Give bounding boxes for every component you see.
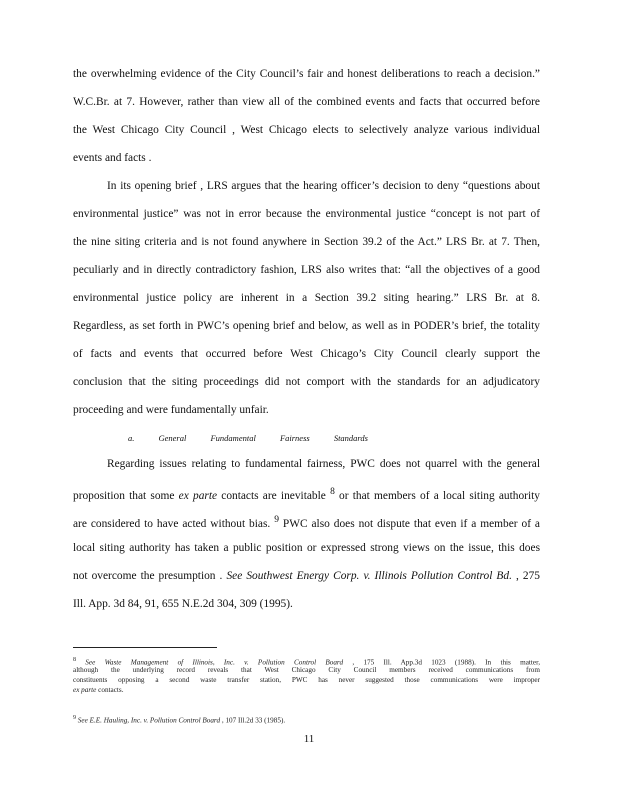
paragraph-line: W.C.Br. at 7. However, rather than view all of the combined events and facts that occurred before	[73, 96, 540, 108]
paragraph-line: local siting authority has taken a public position or expressed strong views on the issue, this does	[73, 542, 540, 554]
footnote-line	[73, 655, 540, 665]
heading-word: Fairness	[279, 433, 310, 443]
footnote-number: 9	[73, 715, 76, 721]
paragraph-line: the nine siting criteria and is not found anywhere in Section 39.2 of the Act.” LRS Br. at 7. Then,	[73, 236, 540, 248]
paragraph-line: conclusion that the siting proceedings did not comport with the standards for an adjudicatory	[73, 376, 540, 388]
paragraph-line: In its opening brief , LRS argues that the hearing officer’s decision to deny “questions about	[107, 180, 540, 192]
text-run: not overcome the presumption .	[73, 570, 227, 582]
heading-word: Fundamental	[210, 433, 256, 443]
footnote-ref-8: 8	[330, 487, 335, 497]
paragraph-line	[73, 506, 540, 534]
paragraph-line: Regardless, as set forth in PWC’s opening brief and below, as well as in PODER’s brief, the totality	[73, 320, 540, 332]
text-run: PWC also does not dispute that even if a member of a	[278, 517, 540, 530]
text-run: , 175 Ill. App.3d 1023 (1988). In this matter,	[343, 658, 540, 667]
paragraph-line: of facts and events that occurred before West Chicago’s City Council clearly support the	[73, 348, 540, 360]
page-number: 11	[303, 733, 315, 745]
heading-word: Standards	[333, 433, 368, 443]
footnote-line	[73, 685, 540, 695]
italic-term: ex parte	[178, 489, 218, 502]
section-heading	[128, 428, 390, 448]
paragraph-line: the overwhelming evidence of the City Council’s fair and honest deliberations to reach a decision.”	[73, 68, 540, 80]
footnote-divider	[73, 647, 217, 648]
text-run: contacts are inevitable	[217, 489, 331, 502]
footnote-8	[73, 655, 540, 695]
text-run: contacts.	[96, 686, 124, 694]
paragraph-3	[73, 450, 540, 618]
case-citation: See Waste Management of Illinois, Inc. v. Pollution Control Board	[85, 658, 344, 667]
footnote-line	[73, 713, 540, 723]
footnote-line: constituents opposing a second waste transfer station, PWC has never suggested those communications were improper	[73, 676, 540, 684]
paragraph-line: proceeding and were fundamentally unfair.	[73, 404, 269, 416]
text-run: or that members of a local siting authority	[334, 489, 540, 502]
paragraph-line: peculiarly and in directly contradictory fashion, LRS also writes that: “all the objectives of a good	[73, 264, 540, 276]
footnote-line: although the underlying record reveals that West Chicago City Council members received communications from	[73, 666, 540, 674]
case-citation: See Southwest Energy Corp. v. Illinois Pollution Control Bd.	[226, 570, 512, 582]
heading-word: General	[158, 433, 187, 443]
paragraph-2	[73, 172, 540, 424]
text-run: are considered to have acted without bias.	[73, 517, 275, 530]
paragraph-line: events and facts .	[73, 152, 152, 164]
paragraph-1	[73, 60, 540, 172]
footnote-9	[73, 713, 540, 723]
heading-letter: a.	[128, 433, 135, 443]
paragraph-line	[73, 562, 540, 590]
footnote-number: 8	[73, 657, 76, 663]
paragraph-line: Regarding issues relating to fundamental fairness, PWC does not quarrel with the general	[107, 458, 540, 470]
text-run: proposition that some	[73, 489, 179, 502]
case-citation: See E.E. Hauling, Inc. v. Pollution Control Board	[77, 716, 221, 725]
italic-term: ex parte	[73, 686, 97, 694]
text-run: , 107 Ill.2d 33 (1985).	[220, 716, 286, 725]
text-run: , 275	[511, 570, 540, 582]
paragraph-line: environmental justice” was not in error because the environmental justice “concept is not part of	[73, 208, 540, 220]
paragraph-line: environmental justice policy are inherent in a Section 39.2 siting hearing.” LRS Br. at 8.	[73, 292, 540, 304]
paragraph-line: Ill. App. 3d 84, 91, 655 N.E.2d 304, 309 (1995).	[73, 598, 293, 610]
paragraph-line	[73, 478, 540, 506]
paragraph-line: the West Chicago City Council , West Chicago elects to selectively analyze various individual	[73, 124, 540, 136]
footnote-ref-9: 9	[274, 515, 279, 525]
